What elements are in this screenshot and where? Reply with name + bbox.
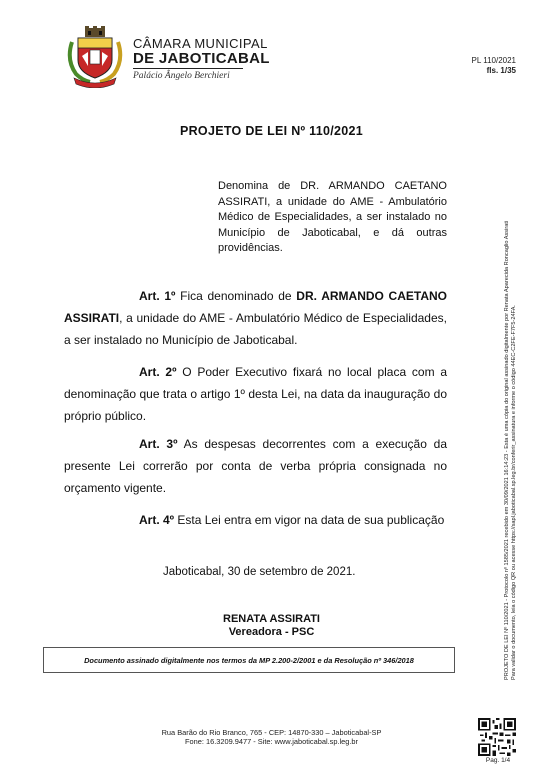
- article-text: As despesas decorrentes com a execução da presente Lei correrão por conta de verba própria consignada no orçamento vigente.: [64, 437, 448, 495]
- footer-address: Rua Barão do Rio Branco, 765 - CEP: 14870-330 – Jaboticabal-SP: [161, 728, 382, 737]
- palace-name: Palácio Ângelo Berchieri: [133, 71, 230, 81]
- vertical-protocol-stamp: [504, 140, 536, 680]
- article-3: [64, 434, 447, 499]
- article-1: [64, 286, 447, 351]
- article-text: Esta Lei entra em vigor na data de sua publicação: [177, 513, 445, 527]
- date-line: Jaboticabal, 30 de setembro de 2021.: [163, 566, 356, 578]
- ementa: Denomina de DR. ARMANDO CAETANO ASSIRATI, a unidade do AME - Ambulatório Médico de Especialidades, a ser instalado no Município de Jaboticabal, e dá outras providências.: [218, 180, 447, 255]
- page-counter: Pag. 1/4: [485, 757, 511, 764]
- article-label: Art. 4º: [139, 513, 175, 527]
- pl-number: PL 110/2021: [471, 56, 516, 65]
- signer-name: RENATA ASSIRATI: [223, 613, 320, 625]
- article-4: [64, 510, 447, 532]
- honoree-name: DR. ARMANDO CAETANO ASSIRATI: [64, 289, 447, 325]
- folio-number: fls. 1/35: [486, 66, 516, 75]
- document-title: PROJETO DE LEI Nº 110/2021: [179, 124, 364, 138]
- signer-block: [0, 613, 543, 639]
- municipal-crest-logo: [66, 26, 124, 88]
- article-text: Fica denominado de: [180, 289, 297, 303]
- chamber-name-line1: CÂMARA MUNICIPAL: [133, 36, 268, 51]
- digital-signature-note: Documento assinado digitalmente nos termos da MP 2.200-2/2001 e da Resolução nº 346/2018: [84, 656, 414, 665]
- article-label: Art. 3º: [139, 437, 178, 451]
- signer-role: Vereadora - PSC: [228, 626, 315, 638]
- qr-code-icon[interactable]: [478, 718, 516, 756]
- stamp-line-2: Para validar o documento, leia o código QR ou acesse https://sapl.jaboticabal.sp.leg.br/conferir_assinatura e informe o código 44EC-C2FE-F7F5-24FA.: [511, 305, 518, 680]
- footer-contact: Fone: 16.3209.9477 - Site: www.jaboticabal.sp.leg.br: [185, 737, 358, 746]
- header-divider: [133, 68, 243, 69]
- article-text: , a unidade do AME - Ambulatório Médico de Especialidades, a ser instalado no Município de Jaboticabal.: [64, 310, 447, 347]
- article-label: Art. 2º: [139, 365, 177, 379]
- chamber-name-line2: DE JABOTICABAL: [133, 50, 270, 67]
- article-label: Art. 1º: [139, 289, 176, 303]
- stamp-line-1: PROJETO DE LEI Nº 110/2021 - Protocolo nº 1585/2021 recebido em 30/09/2021 16:14:23 - Esta é uma cópia do original assinado digitalmente por Renata Aparecida Roncaglio Assirati: [504, 220, 510, 680]
- article-2: [64, 362, 447, 427]
- article-text: O Poder Executivo fixará no local placa com a denominação que trata o artigo 1º desta Lei, na data da inauguração do próprio público.: [64, 365, 447, 423]
